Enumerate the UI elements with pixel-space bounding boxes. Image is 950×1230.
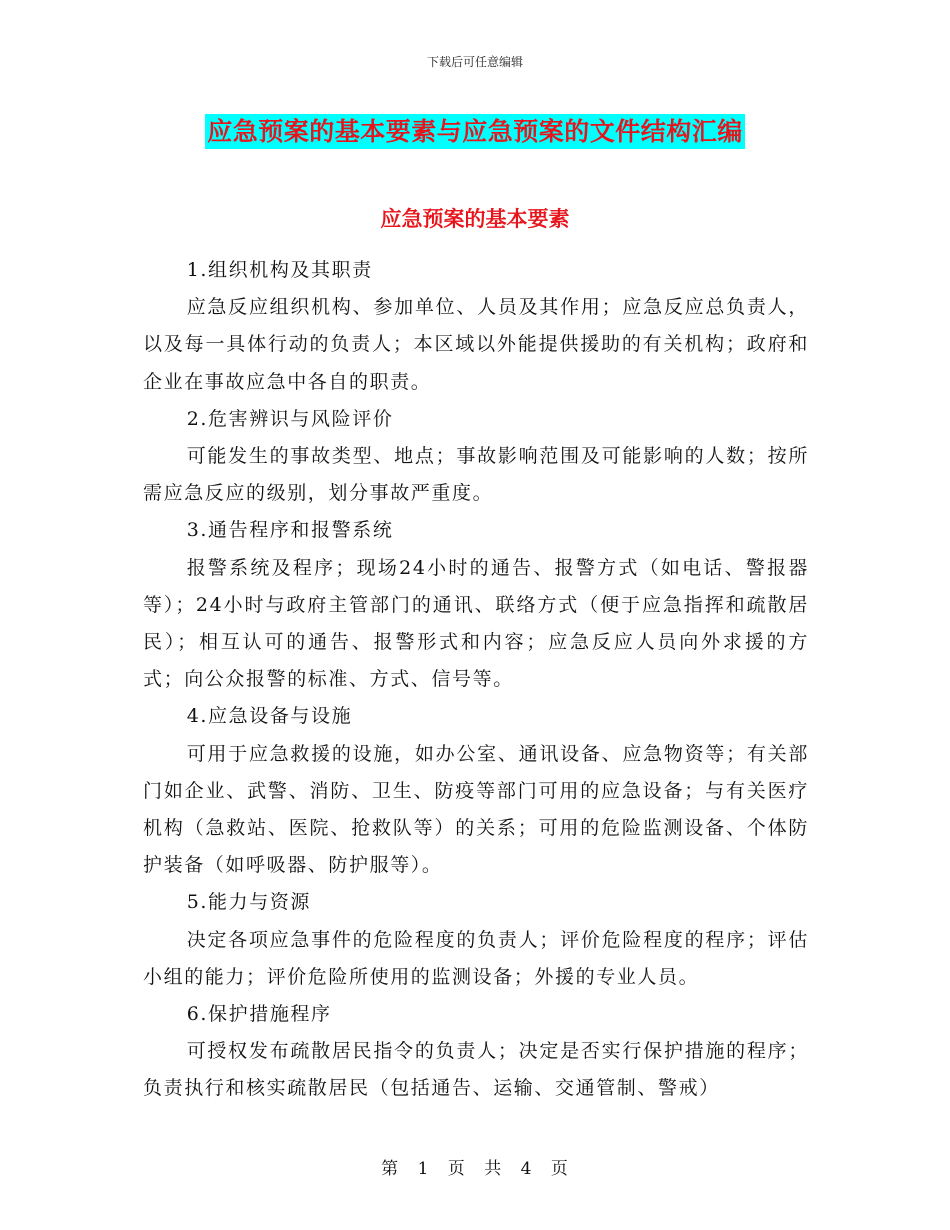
heading-4: 4.应急设备与设施 bbox=[186, 705, 353, 728]
paragraph-6: 可授权发布疏散居民指令的负责人；决定是否实行保护措施的程序；负责执行和核实疏散居民（包括通告、运输、交通管制、警戒） bbox=[143, 1040, 809, 1100]
document-title bbox=[0, 112, 950, 148]
paragraph-4: 可用于应急救援的设施，如办公室、通讯设备、应急物资等；有关部门如企业、武警、消防、卫生、防疫等部门可用的应急设备；与有关医疗机构（急救站、医院、抢救队等）的关系；可用的危险监测设备、个体防护装备（如呼吸器、防护服等）。 bbox=[143, 742, 809, 877]
footer-total-label: 共 bbox=[484, 1159, 503, 1179]
heading-1: 1.组织机构及其职责 bbox=[186, 259, 373, 281]
paragraph-1: 应急反应组织机构、参加单位、人员及其作用；应急反应总负责人，以及每一具体行动的负责人；本区域以外能提供援助的有关机构；政府和企业在事故应急中各自的职责。 bbox=[143, 296, 809, 393]
document-title-text: 应急预案的基本要素与应急预案的文件结构汇编 bbox=[205, 114, 745, 149]
footer-mid: 页 bbox=[447, 1159, 466, 1179]
heading-2: 2.危害辨识与风险评价 bbox=[186, 407, 394, 430]
header-note: 下载后可任意编辑 bbox=[426, 55, 523, 69]
paragraph-5: 决定各项应急事件的危险程度的负责人；评价危险程度的程序；评估小组的能力；评价危险所使用的监测设备；外援的专业人员。 bbox=[143, 928, 809, 988]
heading-3: 3.通告程序和报警系统 bbox=[186, 519, 394, 542]
heading-5: 5.能力与资源 bbox=[186, 891, 312, 914]
page-total: 4 bbox=[520, 1159, 533, 1179]
heading-6: 6.保护措施程序 bbox=[186, 1003, 332, 1026]
document-body bbox=[143, 252, 809, 1108]
footer-suffix: 页 bbox=[550, 1159, 569, 1179]
section-title: 应急预案的基本要素 bbox=[380, 206, 570, 231]
paragraph-3: 报警系统及程序；现场24小时的通告、报警方式（如电话、警报器等）；24小时与政府主管部门的通讯、联络方式（便于应急指挥和疏散居民）；相互认可的通告、报警形式和内容；应急反应人员向外求援的方式；向公众报警的标准、方式、信号等。 bbox=[143, 556, 809, 691]
page-footer bbox=[0, 1154, 950, 1179]
paragraph-2: 可能发生的事故类型、地点；事故影响范围及可能影响的人数；按所需应急反应的级别，划分事故严重度。 bbox=[143, 445, 809, 505]
footer-prefix: 第 bbox=[381, 1159, 400, 1179]
page-number: 1 bbox=[417, 1159, 430, 1179]
